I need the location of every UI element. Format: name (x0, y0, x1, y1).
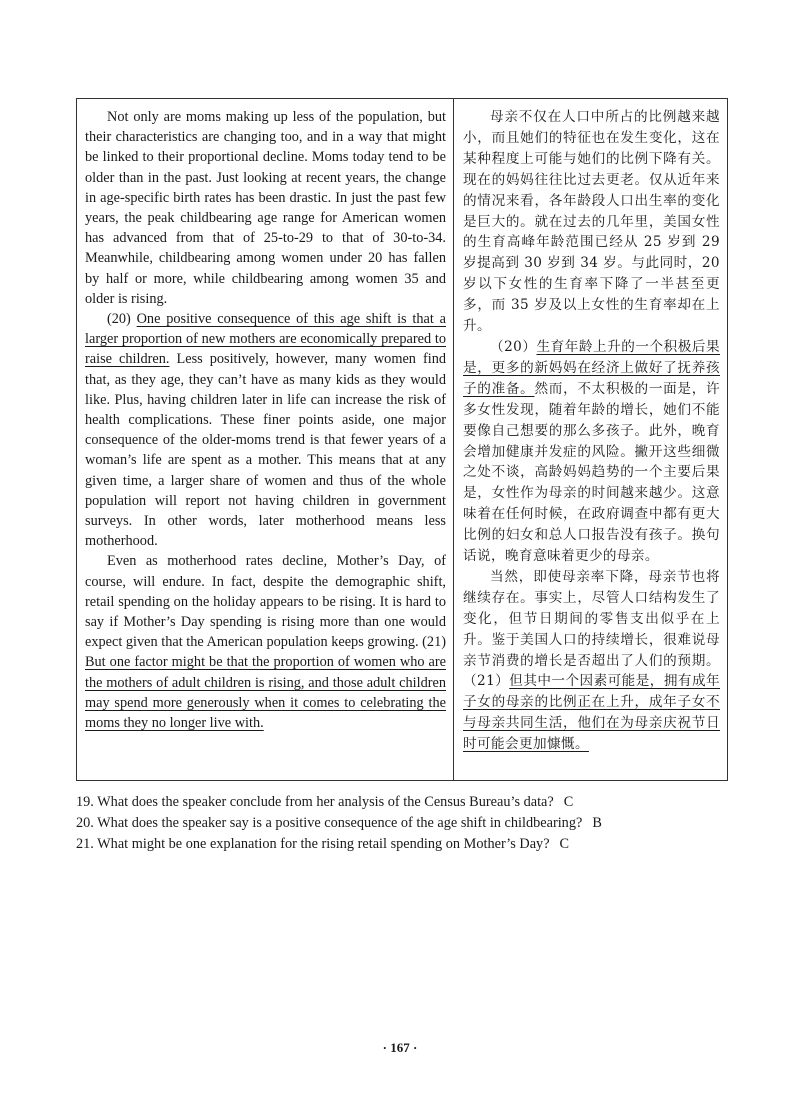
question-21 (76, 834, 736, 855)
english-answer-20-underlined: One positive consequence of this age shift is that a larger proportion of new mothers are economically prepared to raise children. (85, 311, 446, 368)
chinese-paragraph-1: 母亲不仅在人口中所占的比例越来越小，而且她们的特征也在发生变化，这在某种程度上可能与她们的比例下降有关。现在的妈妈往往比过去更老。仅从近年来的情况来看，各年龄段人口出生率的变化是巨大的。就在过去的几年里，美国女性的生育高峰年龄范围已经从 25 岁到 29 岁提高到 30 岁到 34 岁。与此同时，20 岁以下女性的生育率下降了一半甚至更多，而 35 岁及以上女性的生育率却在上升。 (463, 109, 720, 335)
chinese-paragraph-2: （20）生育年龄上升的一个积极后果是，更多的新妈妈在经济上做好了抚养孩子的准备。然而，不太积极的一面是，许多女性发现，随着年龄的增长，她们不能要像自己想要的那么多孩子。此外，晚育会增加健康并发症的风险。撇开这些细微之处不谈，高龄妈妈趋势的一个主要后果是，女性作为母亲的时间越来越少。这意味着在任何时候，在政府调查中都有更大比例的妇女和总人口报告没有孩子。换句话说，晚育意味着更少的母亲。 (463, 338, 721, 565)
english-answer-21-underlined: But one factor might be that the proportion of women who are the mothers of adult children is rising, and those adult children may spend more generously when it comes to celebrating the moms they no longer live with. (85, 654, 446, 732)
question-19 (76, 792, 736, 813)
chinese-marker-21: （21） (463, 673, 510, 690)
chinese-answer-21-underlined: 但其中一个因素可能是，拥有成年子女的母亲的比例正在上升，成年子女不与母亲共同生活，他们在为母亲庆祝节日时可能会更加慷慨。 (463, 673, 720, 753)
english-column (77, 99, 454, 780)
answer-letter: B (592, 815, 602, 831)
question-20 (76, 813, 736, 834)
english-paragraph-3: Even as motherhood rates decline, Mother’s Day, of course, will endure. In fact, despite the demographic shift, retail spending on the holiday appears to be rising. It is hard to say if Mother’s Day spending is rising more than one would expect given that the American population keeps growing. (21) But one factor might be that the proportion of women who are the mothers of adult children is rising, and those adult children may spend more generously when it comes to celebrating the moms they no longer live with. (85, 553, 446, 732)
english-paragraph-1: Not only are moms making up less of the population, but their characteristics are changing too, and in a way that might be linked to their proportional decline. Moms today tend to be older than in the past. Just looking at recent years, the change in age-specific birth rates has been drastic. In just the past few years, the peak childbearing age range for American women has advanced from that of 25-to-29 to that of 30-to-34. Meanwhile, childbearing among women under 20 has fallen by half or more, while childbearing among women 35 and older is rising. (85, 109, 446, 307)
chinese-answer-20-underlined: 生育年龄上升的一个积极后果是，更多的新妈妈在经济上做好了抚养孩子的准备。 (463, 338, 720, 397)
bilingual-transcript-table (76, 98, 728, 781)
chinese-paragraph-3: 当然，即使母亲率下降，母亲节也将继续存在。事实上，尽管人口结构发生了变化，但节日期间的零售支出似乎在上升。鉴于美国人口的持续增长，很难说母亲节消费的增长是否超出了人们的预期。（21）但其中一个因素可能是，拥有成年子女的母亲的比例正在上升，成年子女不与母亲共同生活，他们在为母亲庆祝节日时可能会更加慷慨。 (463, 568, 720, 753)
question-marker-20: (20) (107, 311, 137, 328)
chinese-marker-20: （20） (490, 338, 537, 355)
question-marker-21: (21) (422, 634, 446, 651)
answer-letter: C (563, 794, 574, 810)
page-number: · 167 · (382, 1040, 418, 1055)
english-paragraph-2: (20) One positive consequence of this age shift is that a larger proportion of new mothers are economically prepared to raise children. Less positively, however, many women find that, as they age, they can’t have as many kids as they would like. Plus, having children later in life can increase the risk of health complications. These finer points aside, one major consequence of the older-moms trend is that fewer years of a woman’s life are spent as a mother. This means that at any given time, a larger share of women and thus of the whole population will report not having children in government surveys. In other words, later motherhood means less motherhood. (85, 311, 447, 550)
question-list (76, 792, 736, 855)
question-text: 20. What does the speaker say is a positive consequence of the age shift in childbearing? (76, 815, 583, 831)
chinese-column (454, 99, 727, 780)
question-text: 21. What might be one explanation for the rising retail spending on Mother’s Day? (76, 836, 550, 852)
answer-letter: C (559, 836, 570, 852)
question-text: 19. What does the speaker conclude from her analysis of the Census Bureau’s data? (76, 794, 554, 810)
